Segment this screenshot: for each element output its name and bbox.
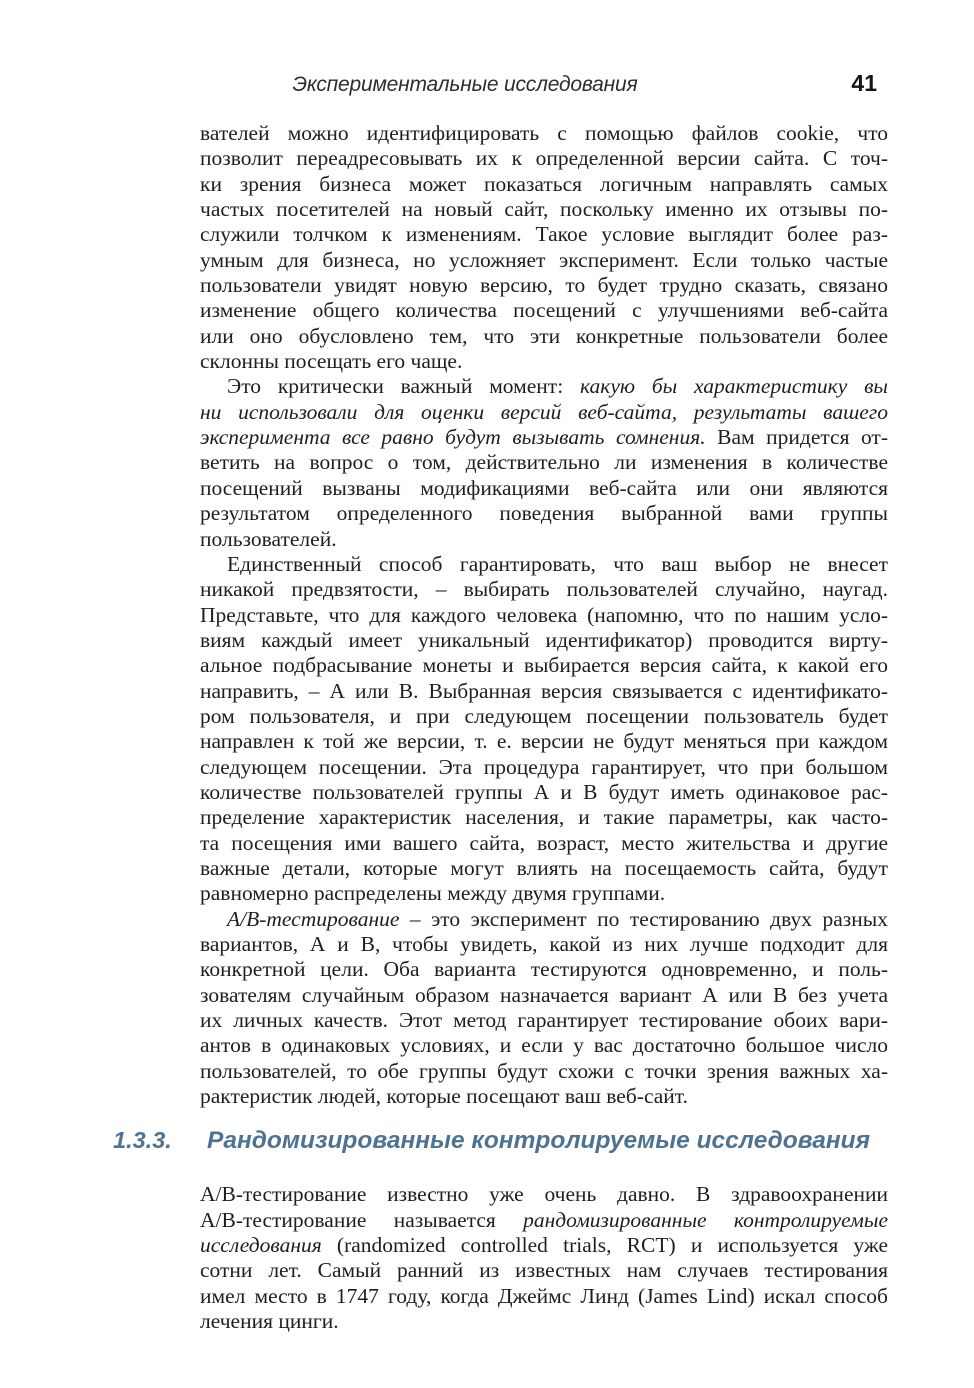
text-run: Вам придется от-: [705, 425, 888, 450]
text-line: [200, 679, 888, 704]
text-line: [200, 172, 888, 197]
running-title: Экспериментальные исследования: [292, 73, 638, 96]
text-run: служили толчком к изменениям. Такое условие выглядит более раз-: [200, 222, 888, 247]
text-line: [200, 501, 888, 526]
text-line: [200, 653, 888, 678]
text-line: [200, 856, 888, 881]
text-run: антов в одинаковых условиях, и если у вас достаточно большое число: [200, 1033, 888, 1058]
text-run: сотни лет. Самый ранний из известных нам случаев тестирования: [200, 1258, 888, 1283]
text-line: [200, 425, 888, 450]
text-run: позволит переадресовывать их к определенной версии сайта. С точ-: [200, 146, 888, 171]
text-line: [200, 298, 888, 323]
text-run: их личных качеств. Этот метод гарантирует тестирование обоих вари-: [200, 1008, 888, 1033]
text-run: А/В-тестирование известно уже очень давно. В здравоохранении: [200, 1182, 888, 1207]
text-line: [200, 248, 888, 273]
text-line: [200, 1059, 888, 1084]
text-run: Единственный способ гарантировать, что ваш выбор не внесет: [227, 551, 888, 576]
text-run: количестве пользователей группы А и В будут иметь одинаковое рас-: [200, 779, 888, 804]
section-title: Рандомизированные контролируемые исследования: [207, 1127, 871, 1155]
text-line: [200, 907, 888, 932]
text-run: (randomized controlled trials, RCT) и используется уже: [321, 1233, 888, 1258]
text-column: [113, 121, 888, 1334]
text-line: [200, 805, 888, 830]
italic-run: А/В-тестирование: [227, 906, 400, 931]
text-run: ром пользователя, и при следующем посещении пользователь будет: [200, 703, 888, 728]
text-line: [200, 755, 888, 780]
text-line: [200, 1284, 888, 1309]
text-run: Представьте, что для каждого человека (напомню, что по нашим усло-: [200, 602, 888, 627]
text-line: [200, 831, 888, 856]
text-run: альное подбрасывание монеты и выбирается версия сайта, к какой его: [200, 653, 888, 678]
text-line: [200, 1309, 888, 1334]
text-line: [200, 881, 888, 906]
text-line: [200, 374, 888, 399]
text-line: [200, 603, 888, 628]
text-line: [200, 983, 888, 1008]
paragraphs-after: [200, 1182, 888, 1334]
text-line: [200, 577, 888, 602]
text-run: Это критически важный момент:: [227, 374, 580, 399]
section-number: 1.3.3.: [113, 1127, 172, 1154]
text-run: или оно обусловлено тем, что эти конкретные пользователи более: [200, 323, 888, 348]
text-run: та посещения ими вашего сайта, возраст, место жительства и другие: [200, 830, 888, 855]
text-line: [200, 957, 888, 982]
text-line: [200, 476, 888, 501]
text-line: [200, 222, 888, 247]
text-line: [200, 1008, 888, 1033]
text-line: [200, 1258, 888, 1283]
text-line: [200, 729, 888, 754]
text-run: изменение общего количества посещений с улучшениями веб-сайта: [200, 298, 888, 323]
text-run: никакой предвзятости, – выбирать пользователей случайно, наугад.: [200, 577, 888, 602]
text-run: равномерно распределены между двумя группами.: [200, 881, 666, 906]
text-line: [200, 400, 888, 425]
text-run: следующем посещении. Эта процедура гарантирует, что при большом: [200, 754, 888, 779]
italic-run: ни использовали для оценки версий веб-сайта, результаты вашего: [200, 399, 888, 424]
text-line: [200, 1033, 888, 1058]
italic-run: эксперимента все равно будут вызывать сомнения.: [200, 425, 706, 450]
text-line: [200, 527, 888, 552]
text-line: [200, 349, 888, 374]
text-run: А/В-тестирование называется: [200, 1207, 524, 1232]
text-run: склонны посещать его чаще.: [200, 349, 463, 374]
text-line: [200, 121, 888, 146]
text-line: [200, 273, 888, 298]
text-run: виям каждый имеет уникальный идентификатор) проводится вирту-: [200, 627, 888, 652]
text-line: [200, 1233, 888, 1258]
text-run: ки зрения бизнеса может показаться логичным направлять самых: [200, 171, 888, 196]
text-run: зователям случайным образом назначается вариант А или В без учета: [200, 982, 888, 1007]
italic-run: рандомизированные контролируемые: [523, 1207, 888, 1232]
text-run: вариантов, А и В, чтобы увидеть, какой из них лучше подходит для: [200, 932, 888, 956]
text-run: – это эксперимент по тестированию двух разных: [399, 906, 888, 931]
text-run: направлен к той же версии, т. е. версии не будут меняться при каждом: [200, 729, 888, 754]
paragraphs-before: [200, 121, 888, 1109]
text-line: [200, 1084, 888, 1109]
text-run: вателей можно идентифицировать с помощью файлов cookie, что: [200, 121, 888, 145]
text-line: [200, 628, 888, 653]
text-run: лечения цинги.: [200, 1309, 339, 1334]
text-run: рактеристик людей, которые посещают ваш веб-сайт.: [200, 1084, 688, 1109]
text-run: пользователи увидят новую версию, то будет трудно сказать, связано: [200, 273, 888, 298]
text-run: конкретной цели. Оба варианта тестируются одновременно, и поль-: [200, 957, 888, 982]
text-run: важные детали, которые могут влиять на посещаемость сайта, будут: [200, 855, 888, 880]
text-run: умным для бизнеса, но усложняет эксперимент. Если только частые: [200, 247, 888, 272]
text-line: [200, 146, 888, 171]
text-line: [200, 704, 888, 729]
text-line: [200, 932, 888, 957]
text-run: результатом определенного поведения выбранной вами группы: [200, 501, 888, 526]
text-line: [200, 450, 888, 475]
text-run: имел место в 1747 году, когда Джеймс Линд (James Lind) искал способ: [200, 1283, 888, 1308]
text-run: направить, – А или В. Выбранная версия связывается с идентификато-: [200, 678, 888, 703]
italic-run: какую бы характеристику вы: [579, 374, 888, 399]
text-run: пределение характеристик населения, и такие параметры, как часто-: [200, 805, 888, 830]
text-run: пользователей, то обе группы будут схожи с точки зрения важных ха-: [200, 1058, 888, 1083]
text-line: [200, 780, 888, 805]
page-number: 41: [851, 70, 877, 96]
text-run: ветить на вопрос о том, действительно ли изменения в количестве: [200, 450, 888, 475]
text-run: посещений вызваны модификациями веб-сайта или они являются: [200, 475, 888, 500]
text-run: пользователей.: [200, 526, 337, 551]
section-heading: [113, 1125, 888, 1156]
text-line: [200, 324, 888, 349]
text-run: частых посетителей на новый сайт, поскольку именно их отзывы по-: [200, 197, 888, 222]
text-line: [200, 552, 888, 577]
italic-run: исследования: [200, 1233, 322, 1258]
text-line: [200, 1182, 888, 1207]
text-line: [200, 1208, 888, 1233]
text-line: [200, 197, 888, 222]
